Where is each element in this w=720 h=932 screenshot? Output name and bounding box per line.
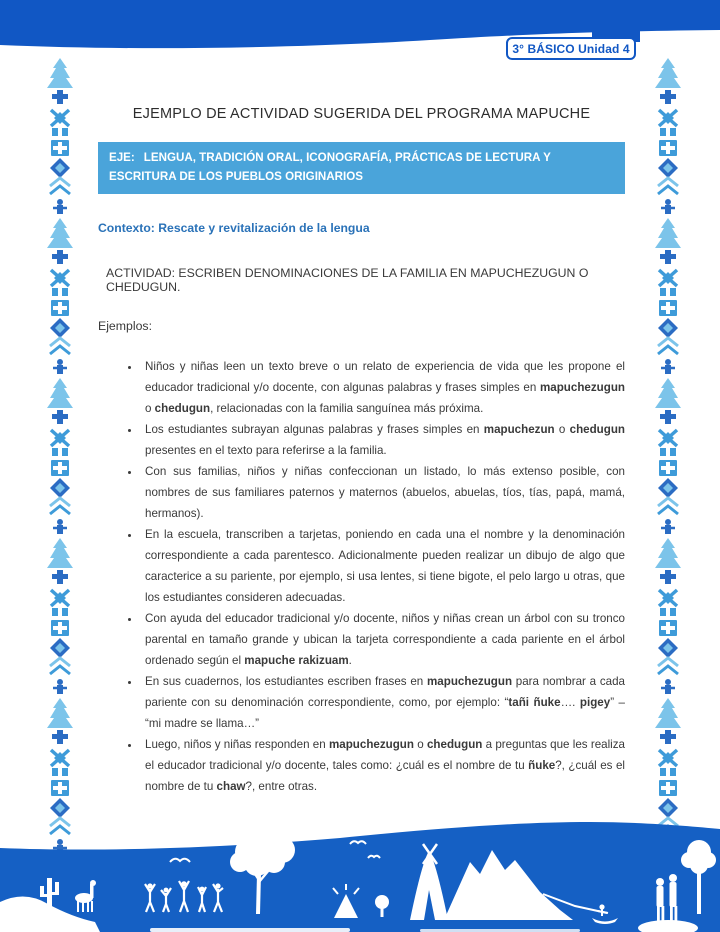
activity-list (124, 356, 625, 797)
ground-strip (150, 928, 350, 932)
footer-illustration (0, 782, 720, 932)
list-item: • En la escuela, transcriben a tarjetas, poniendo en cada una el nombre y la denominación correspondiente a cada parentesco. Adicionalmente pueden realizar un dibujo de algo que caracterice a su pariente, por ejemplo, si usa lentes, si tiene bigote, el pelo largo u otras, que los estudiantes consideren adecuadas. (141, 524, 625, 608)
list-item: • Luego, niños y niñas responden en mapuchezugun o chedugun a preguntas que les realiza el educador tradicional y/o docente, tales como: ¿cuál es el nombre de tu ñuke?, ¿cuál es el nombre de tu chaw?, entre otras. (141, 734, 625, 797)
activity-heading: ACTIVIDAD: ESCRIBEN DENOMINACIONES DE LA FAMILIA EN MAPUCHEZUGUN O CHEDUGUN. (106, 266, 589, 295)
list-item: • Con ayuda del educador tradicional y/o docente, niños y niñas crean un árbol con su tronco parental en tamaño grande y ubican la tarjeta correspondiente a cada pariente en el árbol ordenado según el mapuche rakizuam. (141, 608, 625, 671)
examples-label: Ejemplos: (98, 319, 152, 334)
mapuche-ornament-left-icon (40, 56, 80, 850)
eje-label: EJE: (109, 151, 135, 164)
unit-badge-label: 3° BÁSICO Unidad 4 (512, 41, 630, 56)
list-item: • Niños y niñas leen un texto breve o un relato de experiencia de vida que les propone el educador tradicional y/o docente, con algunas palabras y frases simples en mapuchezugun o chedugun, relacionadas con la familia sanguínea más próxima. (141, 356, 625, 419)
footer-hill (0, 822, 720, 932)
eje-banner (98, 142, 625, 194)
content-column (98, 106, 625, 797)
list-item: • Con sus familias, niños y niñas confeccionan un listado, lo más extenso posible, con nombres de sus familiares paternos y maternos (abuelos, abuelas, tíos, tías, papá, mamá, hermanos). (141, 461, 625, 524)
eje-text: LENGUA, TRADICIÓN ORAL, ICONOGRAFÍA, PRÁCTICAS DE LECTURA Y ESCRITURA DE LOS PUEBLOS ORIGINARIOS (109, 151, 551, 183)
mapuche-ornament-right-icon (648, 56, 688, 850)
list-item: • Los estudiantes subrayan algunas palabras y frases simples en mapuchezun o chedugun presentes en el texto para referirse a la familia. (141, 419, 625, 461)
context-line: Contexto: Rescate y revitalización de la lengua (98, 221, 370, 236)
unit-badge (506, 37, 636, 60)
page-title: EJEMPLO DE ACTIVIDAD SUGERIDA DEL PROGRAMA MAPUCHE (132, 106, 591, 122)
list-item: • En sus cuadernos, los estudiantes escriben frases en mapuchezugun para nombrar a cada pariente con su denominación correspondiente, como, por ejemplo: “tañi ñuke…. pigey” – “mi madre se llama…” (141, 671, 625, 734)
